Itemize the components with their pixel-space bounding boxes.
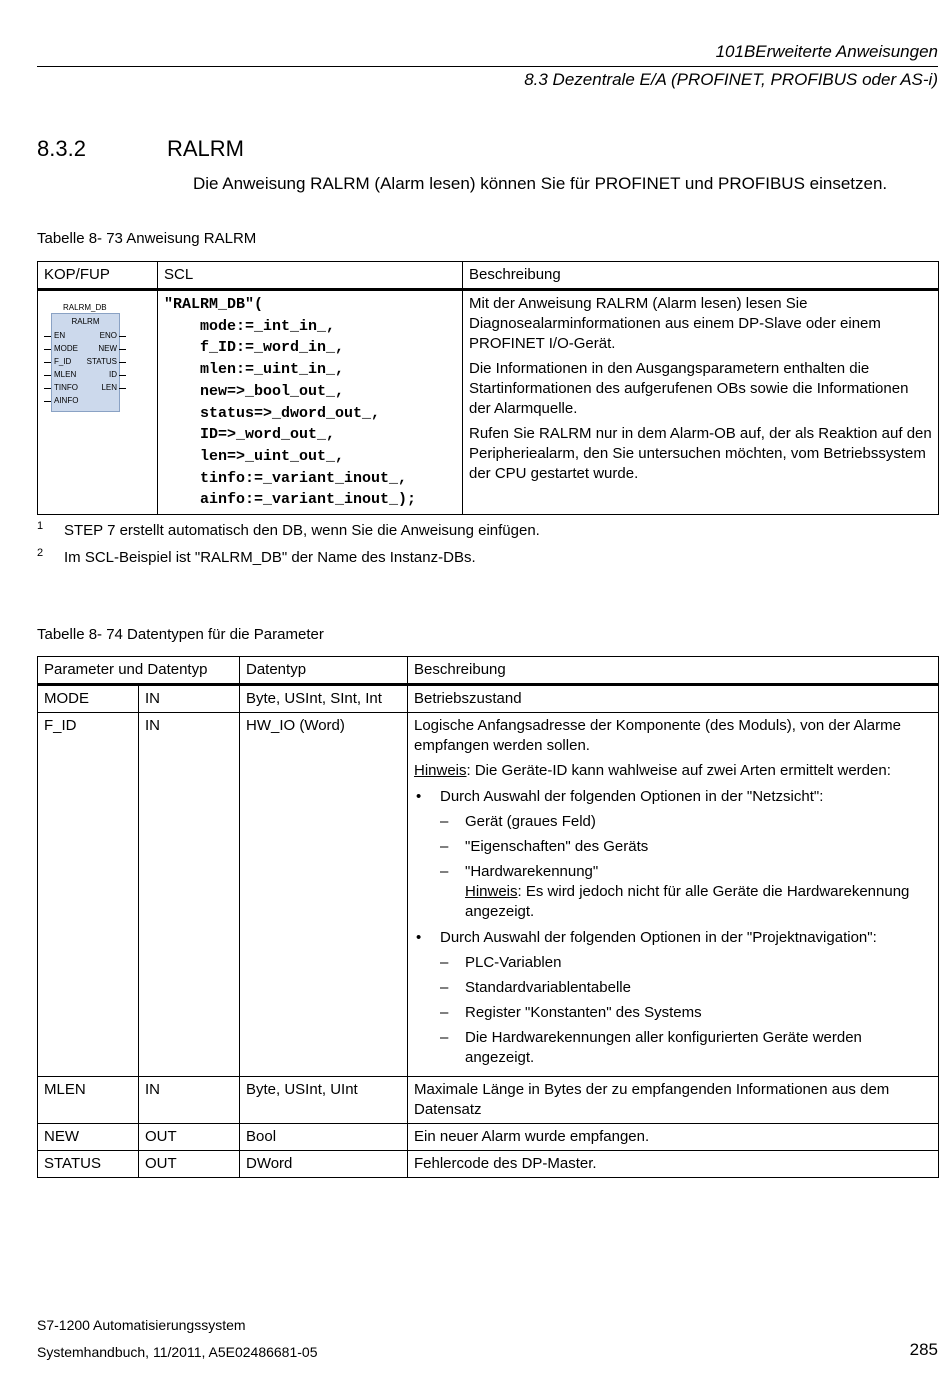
scl-code [158, 290, 463, 515]
dash-icon: – [440, 838, 449, 855]
table2-caption: Tabelle 8- 74 Datentypen für die Parameter [37, 626, 324, 643]
fb-output-pin: ENO [99, 331, 117, 340]
col-header-kop: KOP/FUP [38, 262, 158, 290]
hint-label: Hinweis [414, 762, 467, 779]
param-decl: OUT [139, 1151, 240, 1178]
intro-paragraph: Die Anweisung RALRM (Alarm lesen) können Sie für PROFINET und PROFIBUS einsetzen. [193, 174, 888, 193]
fb-wire [119, 349, 126, 350]
table-row [38, 1124, 939, 1151]
param-desc: Maximale Länge in Bytes der zu empfangenden Informationen aus dem Datensatz [408, 1077, 939, 1124]
dash-icon: – [440, 1004, 449, 1021]
parameter-table [37, 656, 939, 1178]
dash-text: "Hardwarekennung" [465, 863, 599, 880]
description-cell [463, 290, 939, 515]
param-decl: IN [139, 713, 240, 1077]
fb-output-pin: NEW [98, 344, 117, 353]
dash-icon: – [440, 979, 449, 996]
dash-icon: – [440, 813, 449, 830]
footnote-text: Im SCL-Beispiel ist "RALRM_DB" der Name des Instanz-DBs. [64, 549, 476, 566]
param-decl: IN [139, 1077, 240, 1124]
section-number: 8.3.2 [37, 136, 86, 161]
dash-icon: – [440, 1029, 449, 1046]
param-type: Byte, USInt, SInt, Int [240, 685, 408, 713]
fb-output-pin: STATUS [86, 357, 117, 366]
col-header-scl: SCL [158, 262, 463, 290]
param-decl: IN [139, 685, 240, 713]
scl-line: len=>_uint_out_, [164, 447, 345, 465]
col-header-datatype: Datentyp [240, 657, 408, 685]
fb-input-pin: MODE [54, 344, 78, 353]
dash-icon: – [440, 954, 449, 971]
table-row [38, 1077, 939, 1124]
dash-item [414, 837, 932, 857]
table-row [38, 1151, 939, 1178]
param-desc: Ein neuer Alarm wurde empfangen. [408, 1124, 939, 1151]
fb-input-pin: F_ID [54, 357, 72, 366]
table1-caption: Tabelle 8- 73 Anweisung RALRM [37, 230, 257, 247]
table-row [38, 685, 939, 713]
fb-wire [119, 336, 126, 337]
scl-line: f_ID:=_word_in_, [164, 339, 345, 357]
dash-item [414, 978, 932, 998]
fb-instance-label: RALRM_DB [63, 303, 107, 312]
param-decl: OUT [139, 1124, 240, 1151]
dash-item [414, 812, 932, 832]
scl-line: status=>_dword_out_, [164, 404, 381, 422]
fb-wire [44, 401, 51, 402]
footer-manual: Systemhandbuch, 11/2011, A5E02486681-05 [37, 1344, 318, 1360]
scl-line: mode:=_int_in_, [164, 317, 336, 335]
param-desc: Betriebszustand [408, 685, 939, 713]
dash-text: Gerät (graues Feld) [465, 813, 596, 830]
header-rule [37, 66, 938, 67]
param-desc-fid [408, 713, 939, 1077]
footer-product: S7-1200 Automatisierungssystem [37, 1317, 246, 1333]
param-name: MLEN [38, 1077, 139, 1124]
footnote-mark: 1 [37, 520, 44, 532]
bullet-item [414, 787, 932, 807]
footnote-mark: 2 [37, 547, 44, 559]
scl-line: ID=>_word_out_, [164, 426, 336, 444]
col-header-parameter: Parameter und Datentyp [38, 657, 240, 685]
fb-title: RALRM [71, 317, 100, 326]
section-title: RALRM [167, 136, 245, 161]
scl-line: ainfo:=_variant_inout_); [164, 491, 417, 509]
param-name: F_ID [38, 713, 139, 1077]
param-desc: Fehlercode des DP-Master. [408, 1151, 939, 1178]
running-header-section: 8.3 Dezentrale E/A (PROFINET, PROFIBUS oder AS-i) [524, 70, 938, 89]
footnote-text: STEP 7 erstellt automatisch den DB, wenn Sie die Anweisung einfügen. [64, 522, 540, 539]
fb-wire [119, 388, 126, 389]
scl-line: tinfo:=_variant_inout_, [164, 469, 408, 487]
dash-item [414, 953, 932, 973]
param-type: DWord [240, 1151, 408, 1178]
bullet-text: Durch Auswahl der folgenden Optionen in der "Netzsicht": [440, 788, 824, 805]
fb-output-pin: LEN [101, 383, 117, 392]
dash-text: "Eigenschaften" des Geräts [465, 838, 649, 855]
fb-output-pin: ID [109, 370, 117, 379]
fb-input-pin: AINFO [54, 396, 79, 405]
dash-text: Standardvariablentabelle [465, 979, 631, 996]
bullet-item [414, 928, 932, 948]
instruction-table [37, 261, 939, 515]
dash-text: Register "Konstanten" des Systems [465, 1004, 702, 1021]
col-header-description: Beschreibung [408, 657, 939, 685]
scl-line: "RALRM_DB"( [164, 296, 264, 313]
param-type: Bool [240, 1124, 408, 1151]
col-header-description: Beschreibung [463, 262, 939, 290]
description-paragraph: Rufen Sie RALRM nur in dem Alarm-OB auf, der als Reaktion auf den Peripheriealarm, den Sie untersuchen möchten, vom Betriebssystem der CPU gestartet wurde. [469, 425, 932, 482]
param-type: HW_IO (Word) [240, 713, 408, 1077]
page-number: 285 [909, 1340, 938, 1359]
fb-input-pin: EN [54, 331, 66, 340]
dash-item [414, 1028, 932, 1068]
fid-desc: Logische Anfangsadresse der Komponente (des Moduls), von der Alarme empfangen werden sollen. [414, 717, 901, 754]
hint-text: : Es wird jedoch nicht für alle Geräte die Hardwarekennung angezeigt. [465, 883, 910, 920]
fb-wire [44, 336, 51, 337]
fb-wire [44, 388, 51, 389]
running-header-chapter: 101BErweiterte Anweisungen [715, 42, 938, 61]
dash-item [414, 862, 932, 922]
param-name: STATUS [38, 1151, 139, 1178]
param-name: MODE [38, 685, 139, 713]
description-paragraph: Die Informationen in den Ausgangsparametern enthalten die Startinformationen des aufgerufenen OBs sowie die Informationen der Alarmquelle. [469, 360, 909, 417]
dash-icon: – [440, 863, 449, 880]
hint-text: : Die Geräte-ID kann wahlweise auf zwei Arten ermittelt werden: [466, 762, 891, 779]
dash-text: Die Hardwarekennungen aller konfigurierten Geräte werden angezeigt. [465, 1029, 862, 1066]
fb-wire [119, 362, 126, 363]
fb-input-pin: TINFO [54, 383, 78, 392]
fb-wire [44, 362, 51, 363]
description-paragraph: Mit der Anweisung RALRM (Alarm lesen) lesen Sie Diagnosealarminformationen aus einem DP-Slave oder einem PROFINET I/O-Gerät. [469, 295, 881, 352]
dash-text: PLC-Variablen [465, 954, 562, 971]
hint-label: Hinweis [465, 883, 518, 900]
fb-wire [44, 349, 51, 350]
scl-line: new=>_bool_out_, [164, 382, 345, 400]
param-type: Byte, USInt, UInt [240, 1077, 408, 1124]
fb-wire [119, 375, 126, 376]
fid-hint [414, 761, 932, 781]
bullet-text: Durch Auswahl der folgenden Optionen in der "Projektnavigation": [440, 929, 877, 946]
param-name: NEW [38, 1124, 139, 1151]
function-block-ralrm [51, 313, 120, 412]
bullet-icon: • [416, 788, 422, 805]
fb-input-pin: MLEN [54, 370, 77, 379]
bullet-icon: • [416, 929, 422, 946]
table-row [38, 713, 939, 1077]
dash-item [414, 1003, 932, 1023]
fb-wire [44, 375, 51, 376]
scl-line: mlen:=_uint_in_, [164, 361, 345, 379]
